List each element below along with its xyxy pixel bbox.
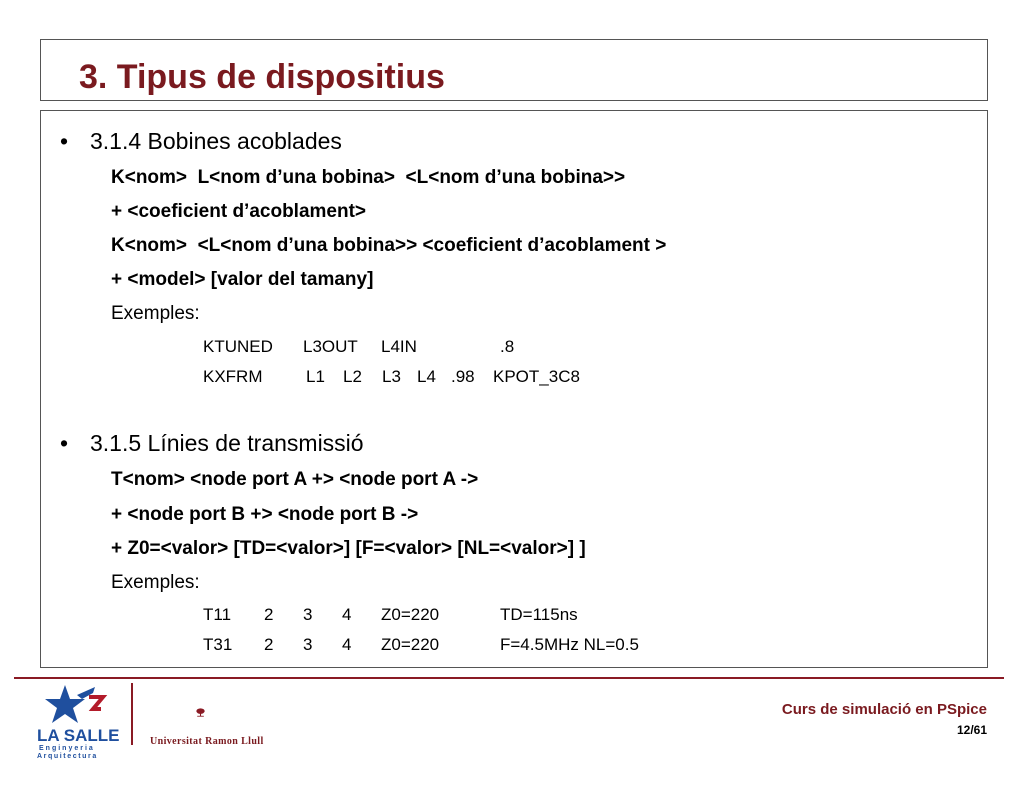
example-cell: .98 bbox=[451, 367, 475, 386]
example-cell: L4IN bbox=[381, 337, 417, 356]
url-tree-logo bbox=[195, 698, 235, 732]
syntax-line: + <coeficient d’acoblament> bbox=[111, 201, 367, 222]
course-title: Curs de simulació en PSpice bbox=[781, 701, 987, 718]
example-cell: TD=115ns bbox=[500, 605, 578, 624]
example-cell: KTUNED bbox=[203, 337, 273, 356]
example-cell: L2 bbox=[343, 367, 362, 386]
section-bullet-coupled-inductors bbox=[60, 128, 342, 209]
example-cell: 2 bbox=[264, 605, 274, 624]
examples-label: Exemples: bbox=[111, 303, 200, 324]
syntax-line: + Z0=<valor> [TD=<valor>] [F=<valor> [NL=<valor>] ] bbox=[111, 538, 586, 559]
syntax-line: + <node port B +> <node port B -> bbox=[111, 504, 419, 525]
example-cell: 4 bbox=[342, 635, 352, 654]
example-cell: .8 bbox=[500, 337, 515, 356]
section-heading: 3.1.4 Bobines acoblades bbox=[90, 128, 342, 154]
example-cell: KPOT_3C8 bbox=[493, 367, 580, 386]
example-cell: 2 bbox=[264, 635, 274, 654]
example-cell: Z0=220 bbox=[381, 605, 440, 624]
la-salle-logo bbox=[35, 683, 125, 761]
example-cell: 4 bbox=[342, 605, 352, 624]
example-cell: 3 bbox=[303, 635, 313, 654]
example-cell: T31 bbox=[203, 635, 233, 654]
example-cell: L4 bbox=[417, 367, 436, 386]
example-row bbox=[163, 635, 763, 655]
bullet-marker: • bbox=[60, 128, 69, 154]
footer-rule bbox=[14, 677, 1004, 679]
example-cell: L3 bbox=[382, 367, 401, 386]
section-heading: 3.1.5 Línies de transmissió bbox=[90, 430, 364, 456]
university-name: Universitat Ramon Llull bbox=[150, 736, 264, 747]
example-row bbox=[163, 367, 663, 387]
example-row bbox=[163, 605, 763, 625]
z-mark-icon bbox=[89, 697, 103, 709]
syntax-line: T<nom> <node port A +> <node port A -> bbox=[111, 469, 479, 490]
slide-title: 3. Tipus de dispositius bbox=[79, 58, 445, 96]
footer-divider bbox=[131, 683, 133, 745]
example-cell: L3OUT bbox=[303, 337, 358, 356]
syntax-line: + <model> [valor del tamany] bbox=[111, 269, 374, 290]
star-icon bbox=[45, 685, 85, 723]
example-cell: Z0=220 bbox=[381, 635, 440, 654]
example-cell: KXFRM bbox=[203, 367, 263, 386]
syntax-line: K<nom> L<nom d’una bobina> <L<nom d’una bobina>> bbox=[111, 167, 626, 188]
bullet-marker: • bbox=[60, 430, 69, 456]
la-salle-sub1: Enginyeria bbox=[39, 745, 95, 752]
syntax-line: K<nom> <L<nom d’una bobina>> <coeficient d’acoblament > bbox=[111, 235, 667, 256]
example-row bbox=[163, 337, 663, 357]
example-cell: 3 bbox=[303, 605, 313, 624]
title-box bbox=[40, 39, 988, 101]
example-cell: T11 bbox=[203, 605, 232, 624]
page-number: 12/61 bbox=[956, 723, 987, 737]
example-cell: F=4.5MHz NL=0.5 bbox=[500, 635, 639, 654]
la-salle-wordmark: LA SALLE bbox=[37, 726, 120, 745]
example-cell: L1 bbox=[306, 367, 325, 386]
examples-label: Exemples: bbox=[111, 572, 200, 593]
la-salle-sub2: Arquitectura bbox=[37, 753, 98, 760]
